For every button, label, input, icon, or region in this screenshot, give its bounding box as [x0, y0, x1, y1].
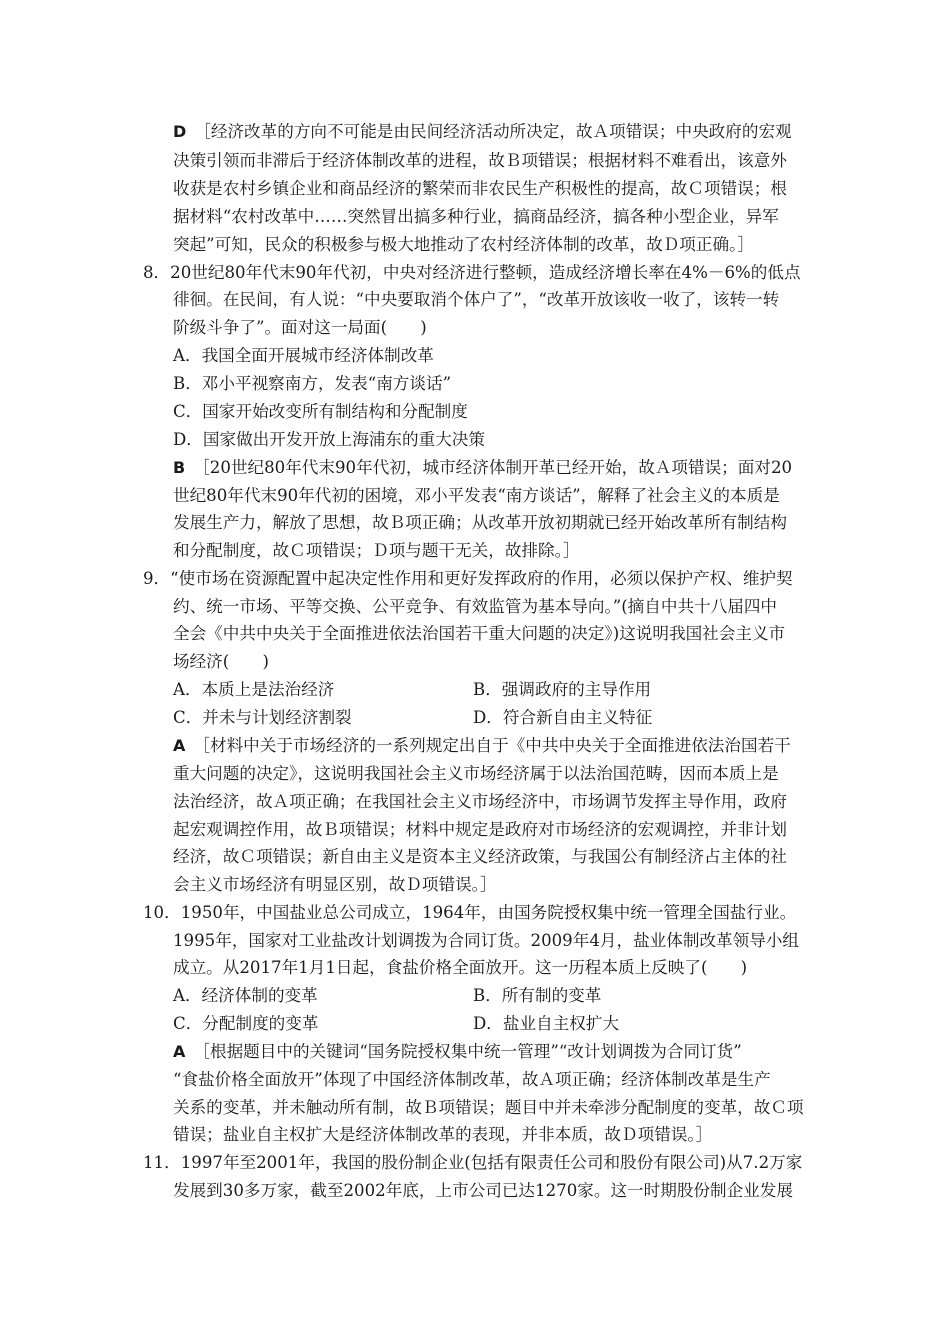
answer-line: 和分配制度，故Ｃ项错误；Ｄ项与题干无关，故排除。］ [173, 541, 580, 560]
answer-line: 决策引领而非滞后于经济体制改革的进程，故Ｂ项错误；根据材料不难看出，该意外 [173, 151, 787, 170]
answer-line: B ［20世纪80年代末90年代初，城市经济体制开革已经开始，故Ａ项错误；面对20 [173, 458, 793, 477]
answer-line: D ［经济改革的方向不可能是由民间经济活动所决定，故Ａ项错误；中央政府的宏观 [173, 122, 792, 141]
answer-line: 错误；盐业自主权扩大是经济体制改革的表现，并非本质，故Ｄ项错误。］ [173, 1125, 713, 1144]
answer-line: “食盐价格全面放开”体现了中国经济体制改革，故Ａ项正确；经济体制改革是生产 [173, 1070, 771, 1089]
answer-line: 经济，故Ｃ项错误；新自由主义是资本主义经济政策，与我国公有制经济占主体的社 [173, 847, 787, 866]
question-9-stem: 9．“使市场在资源配置中起决定性作用和更好发挥政府的作用，必须以保护产权、维护契 [143, 569, 793, 588]
option-b: B．所有制的变革 [473, 986, 602, 1005]
answer-line: 突起”可知，民众的积极参与极大地推动了农村经济体制的改革，故Ｄ项正确。］ [173, 235, 754, 254]
answer-line: 起宏观调控作用，故Ｂ项错误；材料中规定是政府对市场经济的宏观调控，并非计划 [173, 820, 787, 839]
answer-line: 据材料“农村改革中……突然冒出搞多种行业，搞商品经济，搞各种小型企业，异军 [173, 207, 779, 226]
answer-line: A ［根据题目中的关键词“国务院授权集中统一管理”“改计划调拨为合同订货” [173, 1042, 742, 1061]
answer-letter: A [173, 1042, 186, 1061]
option-d: D．符合新自由主义特征 [473, 708, 653, 727]
options-row [173, 679, 652, 701]
question-line: 约、统一市场、平等交换、公平竞争、有效监管为基本导向。”(摘自中共十八届四中 [173, 597, 778, 616]
answer-line: 重大问题的决定》，这说明我国社会主义市场经济属于以法治国范畴，因而本质上是 [173, 764, 779, 783]
option-b: B．强调政府的主导作用 [473, 680, 652, 699]
answer-letter: D [173, 122, 187, 141]
question-8-stem: 8．20世纪80年代末90年代初，中央对经济进行整顿，造成经济增长率在4%－6%的低点 [143, 263, 801, 282]
option-c: C．国家开始改变所有制结构和分配制度 [173, 402, 468, 421]
option-a: A．我国全面开展城市经济体制改革 [173, 346, 434, 365]
answer-line: 发展生产力，解放了思想，故Ｂ项正确；从改革开放初期就已经开始改革所有制结构 [173, 513, 787, 532]
options-row [173, 985, 602, 1007]
option-d: D．国家做出开发开放上海浦东的重大决策 [173, 430, 485, 449]
question-10-stem: 10．1950年，中国盐业总公司成立，1964年，由国务院授权集中统一管理全国盐行业。 [143, 903, 797, 922]
options-row [173, 707, 653, 729]
option-a: A．本质上是法治经济 [173, 680, 335, 699]
answer-line: 收获是农村乡镇企业和商品经济的繁荣而非农民生产积极性的提高，故Ｃ项错误；根 [173, 179, 787, 198]
answer-letter: B [173, 458, 186, 477]
question-11-stem: 11．1997年至2001年，我国的股份制企业(包括有限责任公司和股份有限公司)从7.2万家 [143, 1153, 803, 1172]
answer-letter: A [173, 736, 186, 755]
question-line: 全会《中共中央关于全面推进依法治国若干重大问题的决定》)这说明我国社会主义市 [173, 624, 786, 643]
question-line: 成立。从2017年1月1日起，食盐价格全面放开。这一历程本质上反映了( ) [173, 958, 748, 977]
answer-line: 法治经济，故Ａ项正确；在我国社会主义市场经济中，市场调节发挥主导作用，政府 [173, 792, 787, 811]
option-c: C．并未与计划经济割裂 [173, 708, 352, 727]
question-line: 徘徊。在民间，有人说：“中央要取消个体户了”，“改革开放该收一收了，该转一转 [173, 290, 780, 309]
answer-line: A ［材料中关于市场经济的一系列规定出自于《中共中央关于全面推进依法治国若干 [173, 736, 791, 755]
option-c: C．分配制度的变革 [173, 1014, 319, 1033]
answer-line: 关系的变革，并未触动所有制，故Ｂ项错误；题目中并未牵涉分配制度的变革，故Ｃ项 [173, 1098, 804, 1117]
answer-line: 会主义市场经济有明显区别，故Ｄ项错误。］ [173, 875, 497, 894]
option-b: B．邓小平视察南方，发表“南方谈话” [173, 374, 452, 393]
option-d: D．盐业自主权扩大 [473, 1014, 620, 1033]
question-line: 1995年，国家对工业盐改计划调拨为合同订货。2009年4月，盐业体制改革领导小组 [173, 931, 800, 950]
options-row [173, 1013, 620, 1035]
answer-line: 世纪80年代末90年代初的困境，邓小平发表“南方谈话”，解释了社会主义的本质是 [173, 486, 780, 505]
question-line: 场经济( ) [173, 652, 269, 671]
question-line: 阶级斗争了”。面对这一局面( ) [173, 318, 427, 337]
question-line: 发展到30多万家，截至2002年底，上市公司已达1270家。这一时期股份制企业发展 [173, 1181, 793, 1200]
option-a: A．经济体制的变革 [173, 986, 318, 1005]
